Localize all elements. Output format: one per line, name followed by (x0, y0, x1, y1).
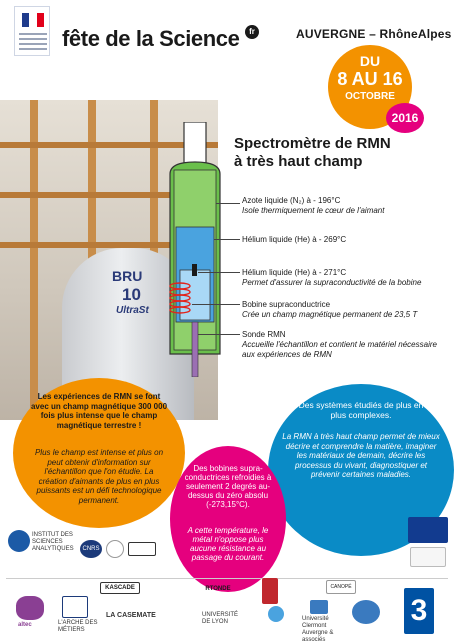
cryostat-diagram (150, 122, 240, 377)
label-probe-name: Sonde RMN (242, 330, 286, 339)
leader-line (216, 203, 240, 204)
leader-line (214, 239, 240, 240)
bubble-pink-main: Des bobines supra-conductrices refroidies à seulement 2 degrés au-dessus du zéro absolu (-273,15°C). (184, 464, 272, 509)
altec-logo: altec (18, 622, 32, 628)
french-flag-icon (22, 13, 44, 27)
magnet-number: 10 (122, 285, 141, 304)
magnet-brand: BRU (112, 268, 143, 284)
fr-badge: fr (245, 25, 259, 39)
label-probe-desc: Accueille l'échantillon et contient le matériel nécessaire aux expériences de RMN (242, 340, 437, 359)
date-range: 8 AU 16 (337, 69, 403, 89)
partner-logo-blue (268, 606, 284, 622)
bubble-orange-main: Les expériences de RMN se font avec un champ magnétique 300 000 fois plus intense que le champ magnétique terrestre ! (30, 392, 168, 430)
title-line-1: Spectromètre de RMN (234, 135, 391, 152)
info-bubble-orange (13, 378, 185, 528)
uca-logo: Université Clermont Auvergne & associés (302, 616, 334, 642)
label-helium-271-desc: Permet d'assurer la supraconductivité de la bobine (242, 278, 422, 287)
label-nitrogen (242, 196, 447, 216)
partner-logo-circle (106, 540, 124, 558)
bubble-orange-secondary: Plus le champ est intense et plus on peut obtenir d'information sur l'échantillon que l'on étudie. La création d'aimants de plus en plus puissants est un défi technologique permanent. (34, 448, 164, 505)
probe-tube (192, 322, 198, 377)
label-helium-269 (242, 235, 447, 245)
metiers-logo: L'ARCHE DES MÉTIERS (58, 620, 98, 633)
leader-line (198, 334, 240, 335)
metiers-logo-icon (62, 596, 88, 618)
event-title-science: Science (159, 26, 240, 51)
event-title-prefix: fête de la (62, 26, 160, 51)
magnet-subtext: UltraSt (116, 305, 149, 316)
label-helium-271-name: Hélium liquide (He) à - 271°C (242, 268, 347, 277)
uca-logo-icon (310, 600, 328, 614)
france3-logo: 3 (404, 588, 434, 634)
isa-logo: INSTITUT DES SCIENCES ANALYTIQUES (32, 532, 74, 552)
date-du: DU (359, 53, 381, 69)
title-line-2: à très haut champ (234, 153, 363, 170)
page-title (234, 135, 444, 171)
label-probe (242, 330, 442, 360)
ens-logo (128, 542, 156, 556)
probe-bar (192, 264, 197, 276)
top-tube (184, 122, 206, 164)
univ-lyon-logo: UNIVERSITÉ DE LYON (202, 612, 239, 625)
isa-logo-icon (8, 530, 30, 552)
leader-line (198, 272, 240, 273)
cnrs-logo: CNRS (80, 540, 102, 558)
europe-flag-icon (408, 517, 448, 543)
altec-logo-icon (16, 596, 44, 620)
bubble-blue-secondary: La RMN à très haut champ permet de mieux décrire et comprendre la matière, imaginer les matériaux de demain, décrire les processus du vivant, diagnostiquer et prévenir certaines maladies. (282, 432, 440, 479)
info-bubble-pink (170, 446, 286, 592)
kascade-logo: KASCADE (100, 582, 140, 594)
label-nitrogen-desc: Isole thermiquement le cœur de l'aimant (242, 206, 385, 215)
partner-logo (410, 547, 446, 567)
rtonde-logo: RTONDE (205, 586, 231, 592)
label-coil-name: Bobine supraconductrice (242, 300, 331, 309)
partner-logo-red (262, 578, 278, 604)
label-nitrogen-name: Azote liquide (N₂) à - 196°C (242, 196, 341, 205)
bubble-blue-main: Des systèmes étudiés de plus en plus complexes. (298, 400, 424, 420)
bubble-pink-secondary: A cette température, le métal n'oppose plus aucune résistance au passage du courant. (187, 526, 269, 562)
label-helium-269-name: Hélium liquide (He) à - 269°C (242, 235, 347, 244)
date-month: OCTOBRE (345, 91, 395, 102)
footer-divider (6, 578, 448, 579)
leader-line (192, 304, 240, 305)
government-logo (14, 6, 50, 56)
label-helium-271 (242, 268, 447, 288)
casemate-logo: LA CASEMATE (106, 612, 156, 619)
label-coil-desc: Crée un champ magnétique permanent de 23,5 T (242, 310, 418, 319)
partner-logo-circle-blue (352, 600, 380, 624)
year-badge: 2016 (386, 103, 424, 133)
region-name: AUVERGNE – RhôneAlpes (296, 27, 452, 41)
label-coil (242, 300, 447, 320)
canope-logo: CANOPÉ (326, 580, 356, 594)
event-title (62, 26, 239, 52)
